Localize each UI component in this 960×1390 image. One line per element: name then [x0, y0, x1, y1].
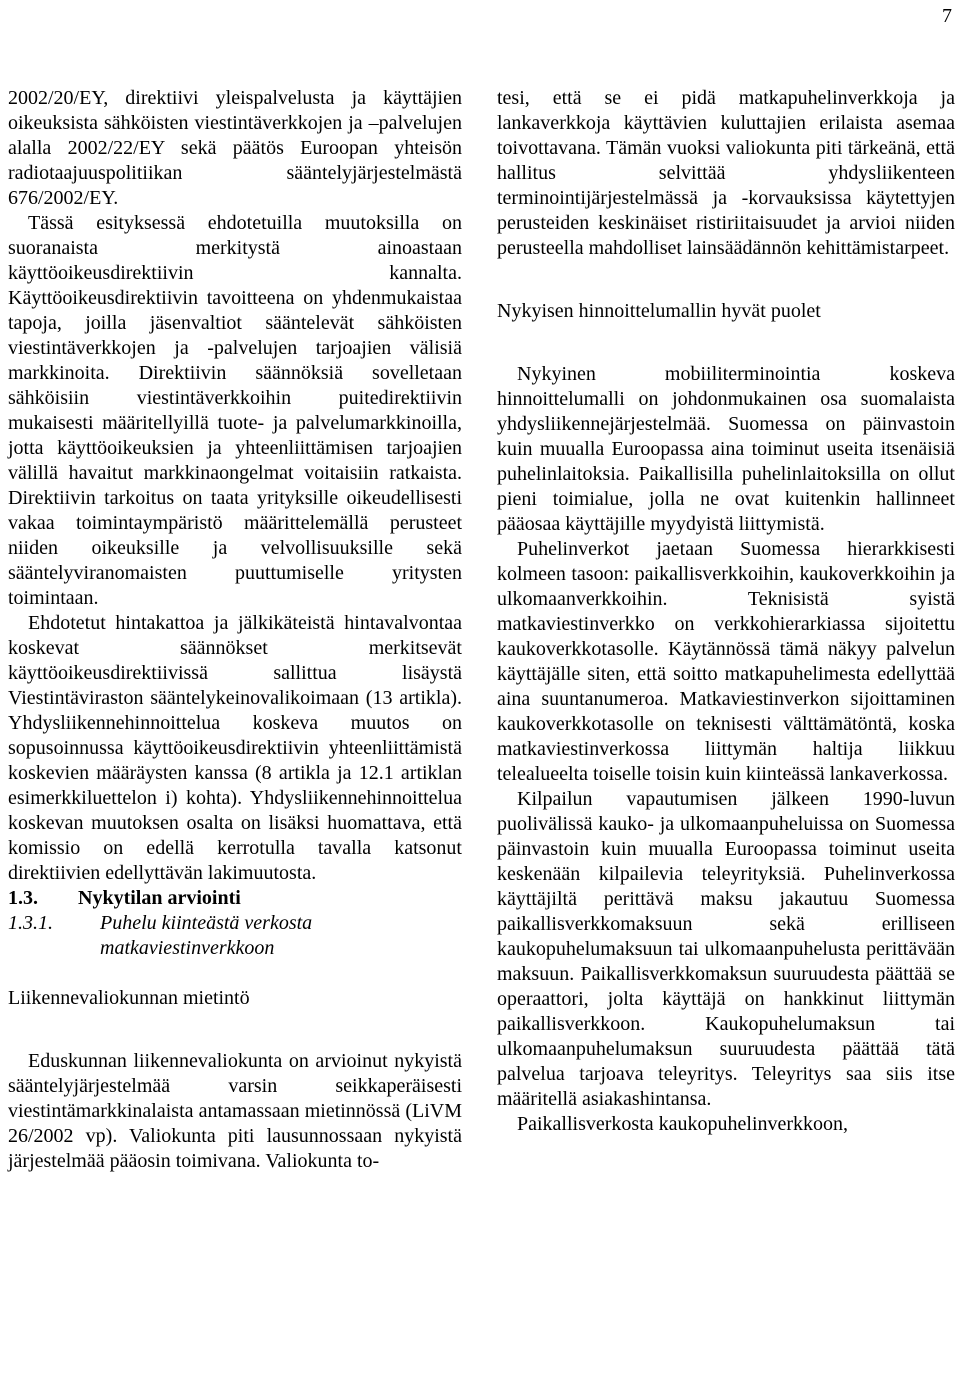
subheading-pricing-model-benefits: Nykyisen hinnoittelumallin hyvät puolet — [497, 300, 821, 322]
section-title: Nykytilan arviointi — [78, 887, 241, 909]
subsection-number: 1.3.1. — [8, 912, 53, 934]
paragraph-network-hierarchy: Puhelinverkot jaetaan Suomessa hierarkkisesti kolmeen tasoon: paikallisverkkoihin, kaukoverkkoihin ja ulkomaanverkkoihin. Teknisistä syistä matkaviestinverkko on verkkohierarkiassa sijoitettu kaukoverkkotasolle. Käytännössä tämä näkyy palvelun käyttäjälle siten, että soitto matkapuhelimesta edellyttää aina suuntanumeroa. Matkaviestinverkon sijoittaminen kaukoverkkotasolle on teknisesti välttämätöntä, koska matkaviestinverkossa liittymän haltija liikkuu telealueelta toiselle toisin kuin kiinteässä lankaverkossa. — [497, 538, 955, 785]
paragraph-directives: 2002/20/EY, direktiivi yleispalvelusta ja käyttäjien oikeuksista sähköisten viestintäverkkojen ja –palvelujen alalla 2002/22/EY sekä päätös Euroopan yhteisön radiotaajuuspolitiikan sääntelyjärjestelmästä 676/2002/EY. — [8, 87, 462, 209]
right-column — [497, 86, 955, 1137]
paragraph-proposal-relevance: Tässä esityksessä ehdotetuilla muutoksilla on suoranaista merkitystä ainoastaan käyttöoikeusdirektiivin kannalta. Käyttöoikeusdirektiivin tavoitteena on yhdenmukaistaa tapoja, joilla jäsenvaltiot sääntelevät sähköisten viestintäverkkojen ja -palvelujen tarjoajien välisiä markkinoita. Direktiivin säännöksiä sovelletaan sähköisiin viestintäverkkoihin puitedirektiivin mukaisesti määritellyillä tuote- ja palvelumarkkinoilla, jotta käyttöoikeuksien ja yhteenliittämisen tarjoajien välillä havaitut markkinaongelmat voitaisiin ratkaista. Direktiivin tarkoitus on taata yrityksille oikeudellisesti vakaa toimintaympäristö määrittelemällä perusteet niiden oikeuksille ja velvollisuuksille sekä sääntelyviranomaisten puuttumiselle yritysten toimintaan. — [8, 212, 462, 609]
subsection-heading-1-3-1 — [8, 911, 462, 961]
paragraph-current-pricing: Nykyinen mobiiliterminointia koskeva hinnoittelumalli on johdonmukainen osa suomalaista yhdysliikennejärjestelmää. Suomessa on päinvastoin kuin muualla Euroopassa aina toiminut useita itsenäisiä puhelinlaitoksia. Paikallisilla puhelinlaitoksilla on ollut pieni toimialue, jolla ne ovat kuitenkin hallinneet pääosaa käyttäjille myydyistä liittymistä. — [497, 363, 955, 535]
paragraph-competition: Kilpailun vapautumisen jälkeen 1990-luvun puolivälissä kauko- ja ulkomaanpuheluissa on Suomessa päinvastoin kuin muualla Euroopassa toiminut useita keskenään kilpailevia teleyrityksiä. Puhelinverkossa käyttäjiltä perittävä maksu jakautuu Suomessa paikallisverkkomaksuun sekä erilliseen kaukopuhelumaksuun tai ulkomaanpuhelusta perittävään maksuun. Paikallisverkkomaksun suuruudesta päättää se operaattori, jolta käyttäjä on hankkinut liittymän paikallisverkkoon. Kaukopuhelumaksun tai ulkomaanpuhelumaksun suuruudesta päättää tätä palvelua tarjoava teleyritys. Teleyritys saa siis itse määritellä asiakashintansa. — [497, 788, 955, 1110]
paragraph-committee-assessment: Eduskunnan liikennevaliokunta on arvioinut nykyistä sääntelyjärjestelmää varsin seikkaperäisesti viestintämarkkinalaista antamassaan mietinnössä (LiVM 26/2002 vp). Valiokunta piti lausunnossaan nykyistä järjestelmää pääosin toimivana. Valiokunta to- — [8, 1050, 462, 1172]
page-number: 7 — [942, 5, 952, 27]
section-heading-1-3 — [8, 886, 462, 911]
paragraph-price-cap: Ehdotetut hintakattoa ja jälkikäteistä hintavalvontaa koskevat säännökset merkitsevät käyttöoikeusdirektiivissä sallittua lisäystä Viestintäviraston sääntelykeinovalikoimaan (13 artikla). Yhdysliikennehinnoittelua koskeva muutos on sopusoinnussa käyttöoikeusdirektiivin yhteenliittämistä koskevien määräysten kanssa (8 artikla ja 12.1 artiklan esimerkkiluettelon i) kohta). Yhdysliikennehinnoittelua koskevan muutoksen osalta on lisäksi huomattava, että komissio on edellä kerrotulla tavalla katsonut direktiivien edellyttävän lakimuutosta. — [8, 612, 462, 884]
left-column — [8, 86, 462, 1174]
section-number: 1.3. — [8, 887, 38, 909]
subsection-title: Puhelu kiinteästä verkosta matkaviestinverkkoon — [100, 912, 313, 959]
continuation-spacer: tesi, että se ei pidä matkapuhelinverkkoja ja lankaverkkoja käyttävien kuluttajien erilaista asemaa toivottavana. Tämän vuoksi valiokunta piti tärkeänä, että hallitus selvittää yhdysliikenteen terminointijärjestelmässä ja -korvauksissa käytettyjen perusteiden keskinäiset ristiriitaisuudet ja arvioi niiden perusteella mahdolliset lainsäädännön kehittämistarpeet. — [497, 87, 955, 259]
paragraph-local-network: Paikallisverkosta kaukopuhelinverkkoon, — [517, 1113, 849, 1135]
subheading-committee-report: Liikennevaliokunnan mietintö — [8, 987, 250, 1009]
